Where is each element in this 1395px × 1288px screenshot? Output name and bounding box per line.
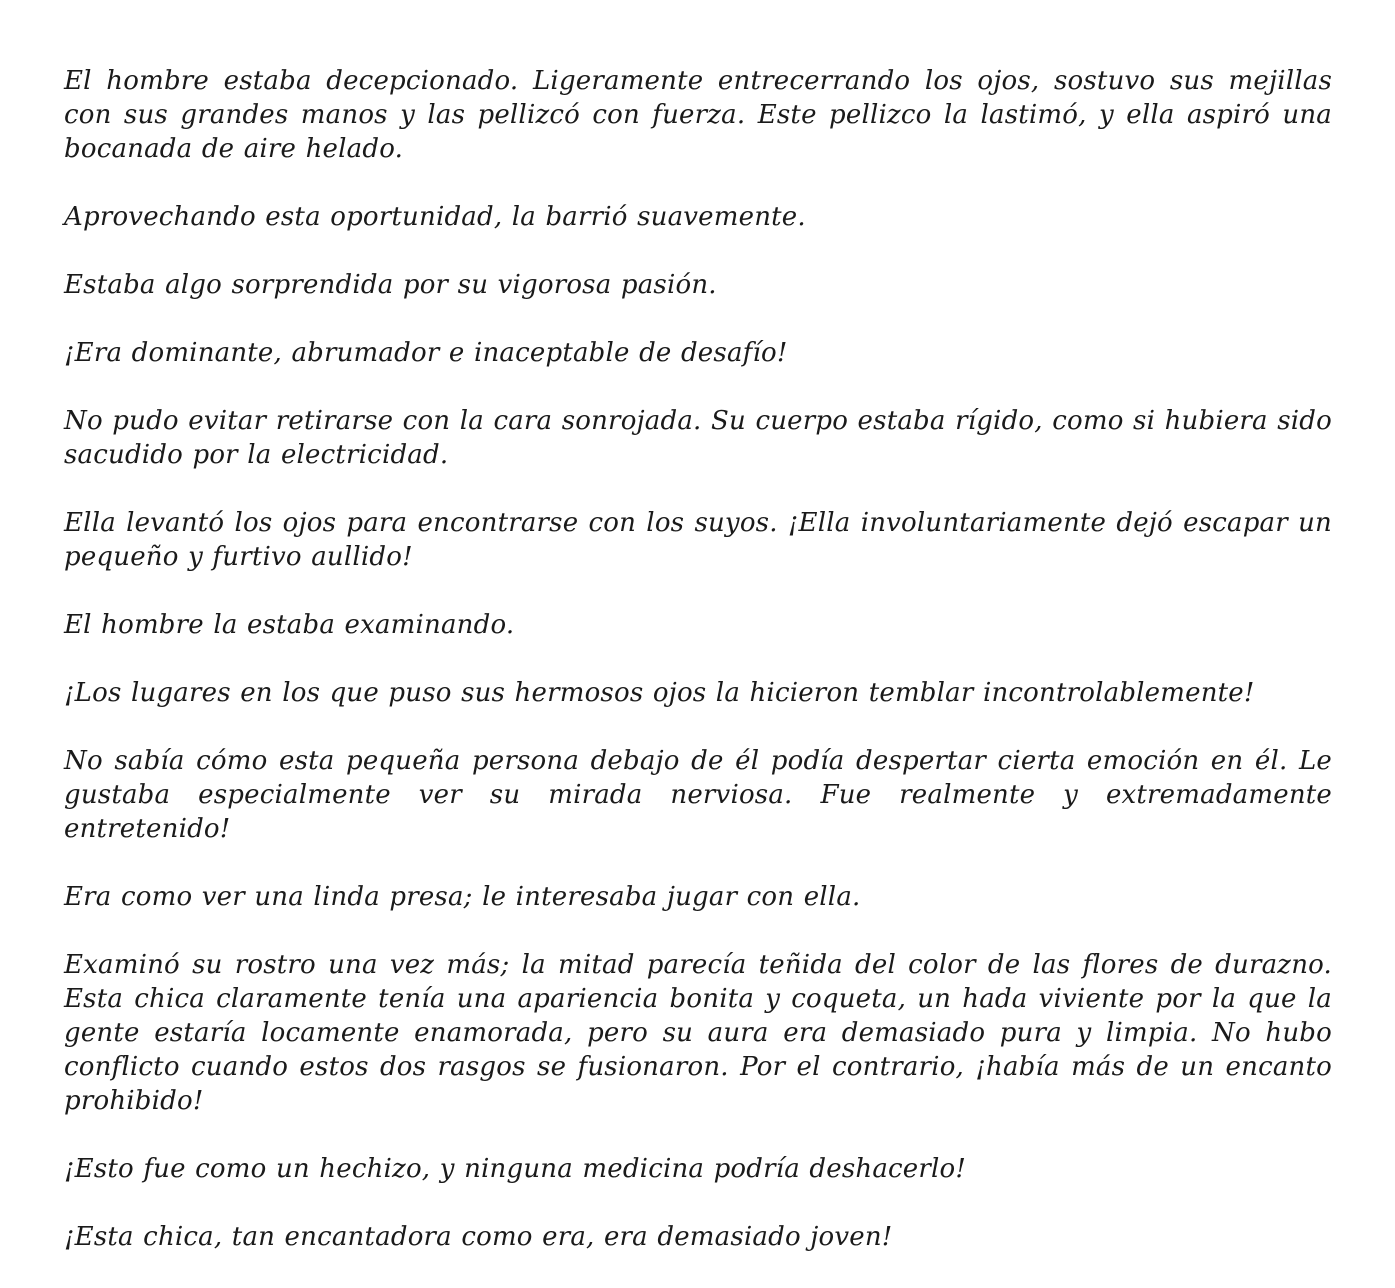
paragraph: Examinó su rostro una vez más; la mitad parecía teñida del color de las flores de durazno. Esta chica claramente tenía una apariencia bonita y coqueta, un hada viviente por la que la gente estaría locamente enamorada, pero su aura era demasiado pura y limpia. No hubo conflicto cuando estos dos rasgos se fusionaron. Por el contrario, ¡había más de un encanto prohibido! [64,950,1332,1116]
paragraph: No sabía cómo esta pequeña persona debajo de él podía despertar cierta emoción en él. Le gustaba especialmente ver su mirada nerviosa. Fue realmente y extremadamente entretenido! [64,746,1332,844]
paragraph: Ella levantó los ojos para encontrarse con los suyos. ¡Ella involuntariamente dejó escapar un pequeño y furtivo aullido! [64,508,1332,572]
paragraph: ¡Esta chica, tan encantadora como era, era demasiado joven! [64,1222,893,1252]
paragraph: Estaba algo sorprendida por su vigorosa pasión. [64,270,717,300]
paragraph: No pudo evitar retirarse con la cara sonrojada. Su cuerpo estaba rígido, como si hubiera sido sacudido por la electricidad. [64,406,1332,470]
paragraph: Era como ver una linda presa; le interesaba jugar con ella. [64,882,861,912]
paragraph: Aprovechando esta oportunidad, la barrió suavemente. [64,202,806,232]
paragraph: ¡Era dominante, abrumador e inaceptable de desafío! [64,338,788,368]
paragraph: ¡Esto fue como un hechizo, y ninguna medicina podría deshacerlo! [64,1154,967,1184]
paragraph: ¡Los lugares en los que puso sus hermosos ojos la hicieron temblar incontrolablemente! [64,678,1255,708]
paragraph: El hombre estaba decepcionado. Ligeramente entrecerrando los ojos, sostuvo sus mejillas con sus grandes manos y las pellizcó con fuerza. Este pellizco la lastimó, y ella aspiró una bocanada de aire helado. [64,66,1332,164]
paragraph: El hombre la estaba examinando. [64,610,515,640]
document-body [64,64,1332,1288]
